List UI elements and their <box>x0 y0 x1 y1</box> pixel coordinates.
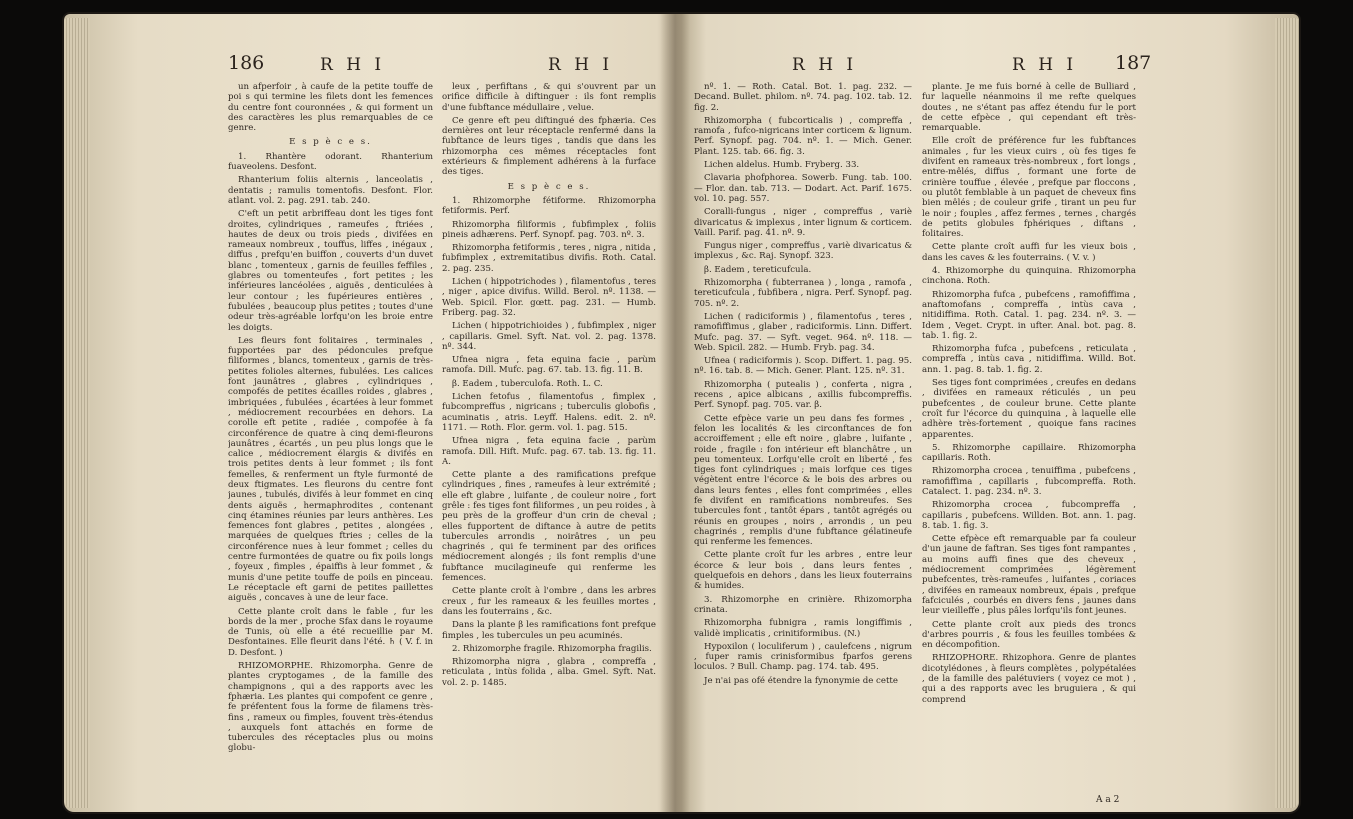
paragraph: 4. Rhizomorphe du quinquina. Rhizomorpha cinchona. Roth. <box>922 266 1136 287</box>
right-page-column-1 <box>694 82 912 804</box>
running-head-right-1: R H I <box>792 55 858 75</box>
paragraph: β. Eadem , tereticufcula. <box>704 264 812 275</box>
paragraph: E s p è c e s. <box>289 137 372 148</box>
paragraph: Lichen ( hippotrichodes ) , filamentofus , teres , niger , apice divifus. Willd. Berol. nº. 1138. — Web. Spicil. Flor. gœtt. pag. 231. — Humb. Friberg. pag. 32. <box>442 277 656 318</box>
paragraph: Ufnea nigra , feta equina facie , parùm ramofa. Dill. Mufc. pag. 67. tab. 13. fig. 11. B. <box>442 355 656 376</box>
book-gutter <box>660 14 690 812</box>
paragraph: Lichen aldelus. Humb. Fryberg. 33. <box>704 160 860 171</box>
page-number-left: 186 <box>228 52 265 74</box>
paragraph: RHIZOMORPHE. Rhizomorpha. Genre de plantes cryptogames , de la famille des champignons , qui a des rapports avec les fphæria. Les plantes qui compofent ce genre , fe préfentent fous la forme de filamens très-fins , rameux ou fimples, fouvent très-étendus , auxquels font attachés en forme de tubercules des réceptacles plus ou moins globu- <box>228 661 433 754</box>
paragraph: un afperfoir , à caufe de la petite touffe de poi s qui termine les filets dont les femences du centre font couronnées , & qui forment un des caractères les plus remarquables de ce genre. <box>228 82 433 134</box>
paragraph: E s p è c e s. <box>507 181 591 192</box>
paragraph: Cette plante croît fur les arbres , entre leur écorce & leur bois , dans leurs fentes , quelquefois en dehors , dans les lieux fouterrains & humides. <box>694 550 912 592</box>
paragraph: RHIZOPHORE. Rhizophora. Genre de plantes dicotylédones , à fleurs complètes , polypétalées , de la famille des palétuviers ( voyez ce mot ) , qui a des rapports avec les bruguiera , & qui comprend <box>922 653 1136 705</box>
paragraph: Je n'ai pas ofé étendre la fynonymie de cette <box>704 675 898 686</box>
paragraph: Cette efpèce varie un peu dans fes formes , felon les localités & les circonftances de fon accroiffement ; elle eft noire , glabre , luifante , roide , fragile : fon intérieur eft blanchâtre , un peu tomenteux. Lorfqu'elle croît en liberté , fes tiges font cylindriques ; mais lorfque ces tiges végètent entre l'écorce & le bois des arbres ou dans leurs fentes , elles font comprimées , elles fe divifent en ramifications nombreufes. Ses tubercules font , tantôt épars , tantôt agrégés ou réunis en groupes , noirs , arrondis , un peu chagrinés , remplis d'une fubftance gélatineufe qui renferme les femences. <box>694 413 912 548</box>
paragraph: Hypoxilon ( loculiferum ) , caulefcens , nigrum , fuper ramis crinisformibus fparfos gerens loculos. ? Bull. Champ. pag. 174. tab. 495. <box>694 641 912 673</box>
paragraph: Lichen ( hippotrichioides ) , fubfimplex , niger , capillaris. Gmel. Syft. Nat. vol. 2. pag. 1378. nº. 344. <box>442 321 656 352</box>
page-edges-left <box>64 18 90 808</box>
left-page-column-1 <box>228 82 433 804</box>
running-head-left-1: R H I <box>320 55 386 75</box>
paragraph: Ufnea nigra , feta equina facie , parùm ramofa. Dill. Hift. Mufc. pag. 67. tab. 13. fig. 11. A. <box>442 436 656 467</box>
paragraph: Clavaria phofphorea. Sowerb. Fung. tab. 100. — Flor. dan. tab. 713. — Dodart. Act. Parif. 1675. vol. 10. pag. 557. <box>694 173 912 204</box>
paragraph: Rhizomorpha fufca , pubefcens , reticulata , compreffa , intùs cava , nitidiffima. Willd. Bot. ann. 1. pag. 8. tab. 1. fig. 2. <box>922 344 1136 375</box>
paragraph: nº. 1. — Roth. Catal. Bot. 1. pag. 232. — Decand. Bullet. philom. nº. 74. pag. 102. tab. 12. fig. 2. <box>694 82 912 113</box>
paragraph: Elle croît de préférence fur les fubftances animales , fur les vieux cuirs , où fes tiges fe divifent en rameaux très-nombreux , fort longs , entre-mêlés, diffus , formant une forte de crinière touffue , élevée , prefque par floccons , ou plutôt femblable à un paquet de cheveux fins bien mêlés ; de couleur grife , tirant un peu fur le noir ; fouples , affez fermes , ternes , chargés de petits globules fphériques , diftans , folitaires. <box>922 136 1136 240</box>
paragraph: 1. Rhizomorphe fétiforme. Rhizomorpha fetiformis. Perf. <box>442 195 656 217</box>
paragraph: 5. Rhizomorphe capillaire. Rhizomorpha capillaris. Roth. <box>922 442 1136 464</box>
paragraph: Rhizomorpha ( fubcorticalis ) , compreffa , ramofa , fufco-nigricans inter corticem & lignum. Perf. Synopf. pag. 704. nº. 1. — Mich. Gener. Plant. 125. tab. 66. fig. 3. <box>694 115 912 157</box>
paragraph: Cette plante croît aux pieds des troncs d'arbres pourris , & fous les feuilles tombées & en décompofition. <box>922 619 1136 651</box>
paragraph: Ufnea ( radiciformis ). Scop. Differt. 1. pag. 95. nº. 16. tab. 8. — Mich. Gener. Plant. 125. nº. 31. <box>694 356 912 377</box>
paragraph: Cette efpèce eft remarquable par fa couleur d'un jaune de faftran. Ses tiges font rampantes , au moins auffi fines que des cheveux , médiocrement comprimées , légèrement pubefcentes, très-rameufes , luifantes , coriaces , divifées en rameaux nombreux, épais , prefque fafciculés , courbés en divers fens , jaunes dans leur vieilleffe , plus pâles lorfqu'ils font jeunes. <box>922 534 1136 617</box>
paragraph: Les fleurs font folitaires , terminales , fupportées par des pédoncules prefque filiformes , blancs, tomenteux , garnis de très-petites folioles alternes, fubulées. Les calices font jaunâtres , glabres , cylindriques , compofés de petites écailles roides , glabres , imbriquées , fubulées , écartées à leur fommet , médiocrement recourbées en dehors. La corolle eft petite , radiée , compofée à fa circonférence de quatre à cinq demi-fleurons jaunâtres , écartés , un peu plus longs que le calice , médiocrement élargis & divifés en trois petites dents à leur fommet ; ils font femelles, & renferment un ftyle furmonté de deux ftigmates. Les fleurons du centre font jaunes , tubulés, divifés à leur fommet en cinq dents aiguës , hermaphrodites , contenant cinq étamines réunies par leurs anthères. Les femences font glabres , petites , alongées , marquées de quelques ftries ; celles de la circonférence nues à leur fommet ; celles du centre furmontées de quatre ou fix poils longs , foyeux , fimples , épaiffis à leur fommet , & munis d'une petite touffe de poils en pinceau. Le réceptacle eft garni de petites paillettes aiguës , concaves à une de leur face. <box>228 335 433 604</box>
right-page-column-2 <box>922 82 1136 794</box>
paragraph: C'eft un petit arbriffeau dont les tiges font droites, cylindriques , rameufes , ftriées , hautes de deux ou trois pieds , divifées en rameaux nombreux , touffus, liffes , inégaux , diffus , prefqu'en buiffon , couverts d'un duvet blanc , tomenteux , garnis de feuilles feffiles , glabres ou tomenteufes , fort petites ; les inférieures lancéolées , aiguës , denticulées à leur contour ; les fupérieures entières , fubulées , beaucoup plus petites ; toutes d'une odeur très-agréable lorfqu'on les broie entre les doigts. <box>228 209 433 333</box>
page-number-right: 187 <box>1115 52 1152 74</box>
paragraph: Lichen ( radiciformis ) , filamentofus , teres , ramofiffimus , glaber , radiciformis. Linn. Differt. Mufc. pag. 37. — Syft. veget. 964. nº. 118. — Web. Spicil. 282. — Humb. Fryb. pag. 34. <box>694 311 912 353</box>
running-head-left-2: R H I <box>548 55 614 75</box>
paragraph: Rhanterium foliis alternis , lanceolatis , dentatis ; ramulis tomentofis. Desfont. Flor. atlant. vol. 2. pag. 291. tab. 240. <box>228 175 433 206</box>
paragraph: Rhizomorpha fufca , pubefcens , ramofiffima , anaftomofans , compreffa , intùs cava , nitidiffima. Roth. Catal. 1. pag. 234. nº. 3. — Idem , Veget. Crypt. in ufter. Anal. bot. pag. 8. tab. 1. fig. 2. <box>922 289 1136 341</box>
running-head-right-2: R H I <box>1012 55 1078 75</box>
paragraph: leux , perfiftans , & qui s'ouvrent par un orifice difficile à diftinguer : ils font remplis d'une fubftance médullaire , velue. <box>442 82 656 113</box>
paragraph: Rhizomorpha nigra , glabra , compreffa , reticulata , intùs folida , alba. Gmel. Syft. Nat. vol. 2. p. 1485. <box>442 657 656 688</box>
paragraph: Lichen fetofus , filamentofus , fimplex , fubcompreffus , nigricans ; tuberculis globofis , acuminatis , atris. Leyff. Halens. edit. 2. nº. 1171. — Roth. Flor. germ. vol. 1. pag. 515. <box>442 392 656 433</box>
paragraph: Rhizomorpha filiformis , fubfimplex , foliis pineis adhærens. Perf. Synopf. pag. 703. nº. 3. <box>442 219 656 240</box>
paragraph: Cette plante croît dans le fable , fur les bords de la mer , proche Sfax dans le royaume de Tunis, où elle a été recueillie par M. Desfontaines. Elle fleurit dans l'été. ♄ ( V. f. in D. Desfont. ) <box>228 606 433 658</box>
paragraph: β. Eadem , tuberculofa. Roth. L. C. <box>452 378 603 389</box>
paragraph: Dans la plante β les ramifications font prefque fimples , les tubercules un peu acuminés. <box>442 620 656 641</box>
paragraph: Rhizomorpha ( putealis ) , conferta , nigra , recens , apice albicans , axillis fubcompreffis. Perf. Synopf. pag. 705. var. β. <box>694 379 912 411</box>
paragraph: Rhizomorpha ( fubterranea ) , longa , ramofa , tereticufcula , fubfibera , nigra. Perf. Synopf. pag. 705. nº. 2. <box>694 278 912 309</box>
paragraph: Cette plante a des ramifications prefque cylindriques , fines , rameufes à leur extrémité ; elle eft glabre , luifante , de couleur noire , fort grêle : fes tiges font filiformes , un peu roides , à peu près de la groffeur d'un crin de cheval ; elles fupportent de diftance à autre de petits tubercules arrondis , noirâtres , un peu chagrinés , qui fe terminent par des orifices médiocrement alongés ; ils font remplis d'une fubftance mucilagineufe qui renferme les femences. <box>442 470 656 584</box>
paragraph: Rhizomorpha fetiformis , teres , nigra , nitida , fubfimplex , extremitatibus divifis. Roth. Catal. 2. pag. 235. <box>442 243 656 274</box>
paragraph: Fungus niger , compreffus , variè divaricatus & implexus , &c. Raj. Synopf. 323. <box>694 241 912 262</box>
page-edges-right <box>1275 18 1299 808</box>
paragraph: Rhizomorpha crocea , fubcompreffa , capillaris , pubefcens. Willden. Bot. ann. 1. pag. 8. tab. 1. fig. 3. <box>922 500 1136 531</box>
paragraph: Cette plante croît à l'ombre , dans les arbres creux , fur les rameaux & les feuilles mortes , dans les fouterrains , &c. <box>442 586 656 617</box>
paragraph: Ce genre eft peu diftingué des fphæria. Ces dernières ont leur réceptacle renfermé dans la fubftance de leurs tiges , tandis que dans les rhizomorpha ces mêmes réceptacles font extérieurs & fimplement adhérens à la furface des tiges. <box>442 115 656 178</box>
paragraph: 1. Rhantère odorant. Rhanterium fuaveolens. Desfont. <box>228 151 433 173</box>
paragraph: Rhizomorpha crocea , tenuiffima , pubefcens , ramofiffima , capillaris , fubcompreffa. Roth. Catalect. 1. pag. 234. nº. 3. <box>922 466 1136 497</box>
paragraph: Ses tiges font comprimées , creufes en dedans , divifées en rameaux réticulés , un peu pubefcentes , de couleur brune. Cette plante croît fur l'écorce du quinquina , à laquelle elle adhère très-fortement , quoique fans racines apparentes. <box>922 378 1136 440</box>
signature-mark: A a 2 <box>1096 795 1120 805</box>
paragraph: plante. Je me fuis borné à celle de Bulliard , fur laquelle néanmoins il me refte quelques doutes , ne s'étant pas affez étendu fur le port de cette efpèce , qui cependant eft très-remarquable. <box>922 82 1136 134</box>
paragraph: 2. Rhizomorphe fragile. Rhizomorpha fragilis. <box>452 643 652 654</box>
paragraph: Rhizomorpha fubnigra , ramis longiffimis , validè implicatis , crinitiformibus. (N.) <box>694 618 912 639</box>
left-page-column-2 <box>442 82 656 804</box>
paragraph: Coralli-fungus , niger , compreffus , variè divaricatus & implexus , inter lignum & corticem. Vaill. Parif. pag. 41. nº. 9. <box>694 207 912 238</box>
paragraph: 3. Rhizomorphe en crinière. Rhizomorpha crinata. <box>694 594 912 615</box>
paragraph: Cette plante croît auffi fur les vieux bois , dans les caves & les fouterrains. ( V. v. ) <box>922 242 1136 263</box>
